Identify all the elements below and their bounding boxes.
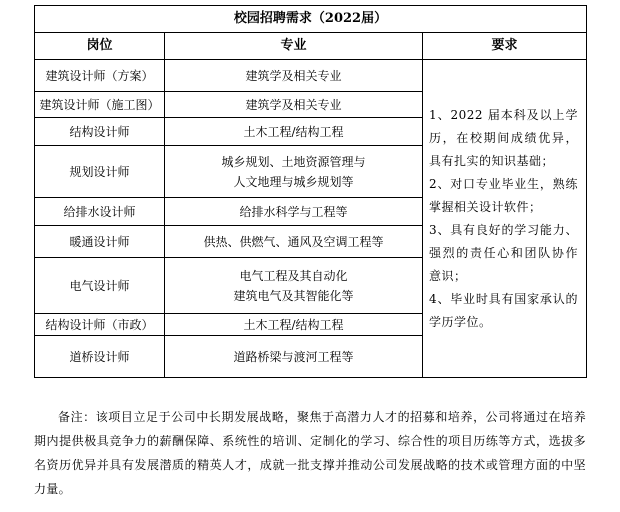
major-cell — [165, 314, 423, 336]
header-requirements: 要求 — [423, 33, 587, 60]
major-line: 建筑学及相关专业 — [245, 68, 342, 83]
requirement-item: 4、毕业时具有国家承认的学历学位。 — [429, 291, 579, 329]
requirement-item: 3、具有良好的学习能力、强烈的责任心和团队协作意识； — [429, 222, 579, 283]
major-line: 建筑学及相关专业 — [245, 97, 342, 112]
major-cell — [165, 258, 423, 314]
major-line: 土木工程/结构工程 — [243, 124, 344, 139]
major-line: 电气工程及其自动化 — [239, 268, 348, 283]
requirement-item: 1、2022 届本科及以上学历，在校期间成绩优异，具有扎实的知识基础； — [429, 107, 579, 168]
requirement-item: 2、对口专业毕业生，熟练掌握相关设计软件； — [429, 176, 579, 214]
major-cell — [165, 118, 423, 146]
major-line: 给排水科学与工程等 — [239, 204, 348, 219]
recruitment-table — [34, 5, 587, 378]
major-line: 建筑电气及其智能化等 — [233, 288, 354, 303]
table-title: 校园招聘需求（2022届） — [35, 6, 587, 33]
major-cell — [165, 226, 423, 258]
position-cell: 道桥设计师 — [35, 336, 165, 378]
position-cell: 结构设计师（市政） — [35, 314, 165, 336]
major-line: 道路桥梁与渡河工程等 — [233, 349, 354, 364]
position-cell: 建筑设计师（方案） — [35, 60, 165, 92]
position-cell: 给排水设计师 — [35, 198, 165, 226]
major-line: 城乡规划、土地资源管理与 — [221, 154, 366, 169]
position-cell: 建筑设计师（施工图） — [35, 92, 165, 118]
header-major: 专业 — [165, 33, 423, 60]
table-row — [35, 60, 587, 92]
major-line: 土木工程/结构工程 — [243, 317, 344, 332]
position-cell: 暖通设计师 — [35, 226, 165, 258]
major-cell — [165, 198, 423, 226]
major-line: 供热、供燃气、通风及空调工程等 — [203, 234, 384, 249]
position-cell: 规划设计师 — [35, 146, 165, 198]
note-text: 备注：该项目立足于公司中长期发展战略，聚焦于高潜力人才的招募和培养，公司将通过在培养期内提供极具竞争力的薪酬保障、系统性的培训、定制化的学习、综合性的项目历练等方式，选拔多名资历优异并具有发展潜质的精英人才，成就一批支撑并推动公司发展战略的技术或管理方面的中坚力量。 — [34, 410, 586, 496]
major-cell — [165, 336, 423, 378]
major-cell — [165, 146, 423, 198]
major-cell — [165, 92, 423, 118]
position-cell: 电气设计师 — [35, 258, 165, 314]
major-cell — [165, 60, 423, 92]
header-position: 岗位 — [35, 33, 165, 60]
note-paragraph — [34, 405, 586, 501]
major-line: 人文地理与城乡规划等 — [233, 174, 354, 189]
position-cell: 结构设计师 — [35, 118, 165, 146]
requirements-cell — [423, 60, 587, 378]
